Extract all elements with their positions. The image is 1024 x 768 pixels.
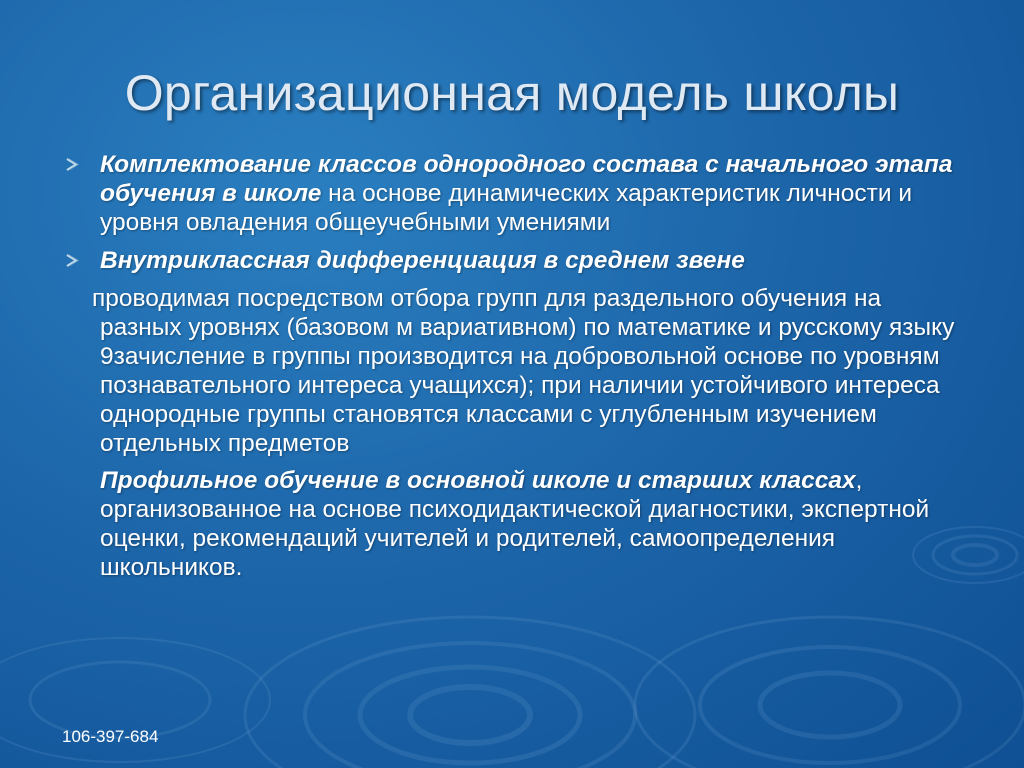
bullet-item-2-emphasis: Внутриклассная дифференциация в среднем звене bbox=[100, 247, 745, 274]
bullet-item-1-emphasis: Комплектование классов однородного состава с начального этапа обучения в школе bbox=[100, 151, 953, 207]
paragraph-2-emphasis: Профильное обучение в основной школе и старших классах bbox=[100, 467, 856, 494]
paragraph-1: проводимая посредством отбора групп для раздельного обучения на разных уровнях (базовом м вариативном) по математике и русскому языку 9зачисление в группы производится на добровольной основе по уровням познавательного интереса учащихся); при наличии устойчивого интереса однородные группы становятся классами с углубленным изучением отдельных предметов bbox=[92, 285, 955, 457]
chevron-bullet-icon bbox=[64, 246, 82, 275]
slide-title: Организационная модель школы bbox=[124, 65, 900, 121]
chevron-bullet-icon bbox=[64, 150, 82, 179]
footer-code: 106-397-684 bbox=[62, 727, 159, 746]
paragraph-2-text: , организованное на основе психодидактической диагностики, экспертной оценки, рекомендаций учителей и родителей, самоопределения школьников. bbox=[100, 467, 930, 581]
bullet-item-2 bbox=[64, 246, 964, 275]
slide-content bbox=[64, 150, 964, 582]
bullet-item-1 bbox=[64, 150, 964, 237]
paragraph-2 bbox=[64, 466, 964, 582]
bullet-item-1-text: на основе динамических характеристик личности и уровня овладения общеучебными умениями bbox=[100, 180, 913, 236]
